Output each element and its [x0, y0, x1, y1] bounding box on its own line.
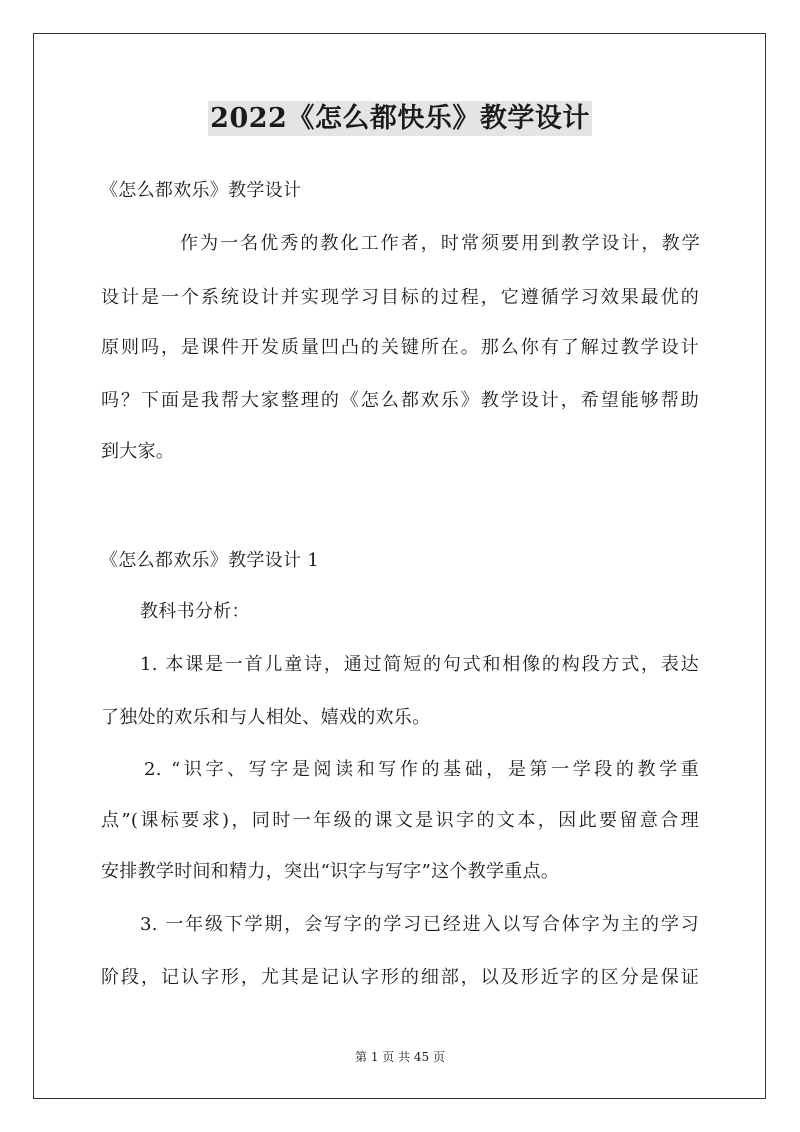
document-title-wrapper — [0, 96, 800, 135]
item2-line-2: 点”(课标要求)，同时一年级的课文是识字的文本，因此要留意合理 — [101, 810, 699, 831]
item1-line-2: 了独处的欢乐和与人相处、嬉戏的欢乐。 — [101, 707, 431, 728]
section-heading: 《怎么都欢乐》教学设计 1 — [100, 550, 320, 571]
document-title: 2022《怎么都快乐》教学设计 — [210, 103, 590, 134]
page-footer: 第 1 页 共 45 页 — [355, 1050, 445, 1064]
item3-line-1: 3. 一年级下学期，会写字的学习已经进入以写合体字为主的学习 — [140, 914, 699, 935]
intro-line-4: 吗？下面是我帮大家整理的《怎么都欢乐》教学设计，希望能够帮助 — [101, 390, 699, 411]
subtitle: 《怎么都欢乐》教学设计 — [100, 180, 302, 201]
item1-line-1: 1. 本课是一首儿童诗，通过简短的句式和相像的构段方式，表达 — [140, 654, 699, 675]
item2-line-3: 安排教学时间和精力，突出“识字与写字”这个教学重点。 — [101, 861, 560, 882]
analysis-heading: 教科书分析： — [140, 601, 250, 622]
intro-line-1: 作为一名优秀的教化工作者，时常须要用到教学设计，教学 — [180, 233, 700, 254]
intro-line-5: 到大家。 — [101, 441, 175, 462]
intro-line-2: 设计是一个系统设计并实现学习目标的过程，它遵循学习效果最优的 — [101, 287, 699, 308]
intro-line-3: 原则吗，是课件开发质量凹凸的关键所在。那么你有了解过教学设计 — [101, 337, 699, 358]
item2-line-1: 2. “识字、写字是阅读和写作的基础，是第一学段的教学重 — [144, 759, 699, 780]
item3-line-2: 阶段，记认字形，尤其是记认字形的细部，以及形近字的区分是保证 — [101, 967, 699, 988]
